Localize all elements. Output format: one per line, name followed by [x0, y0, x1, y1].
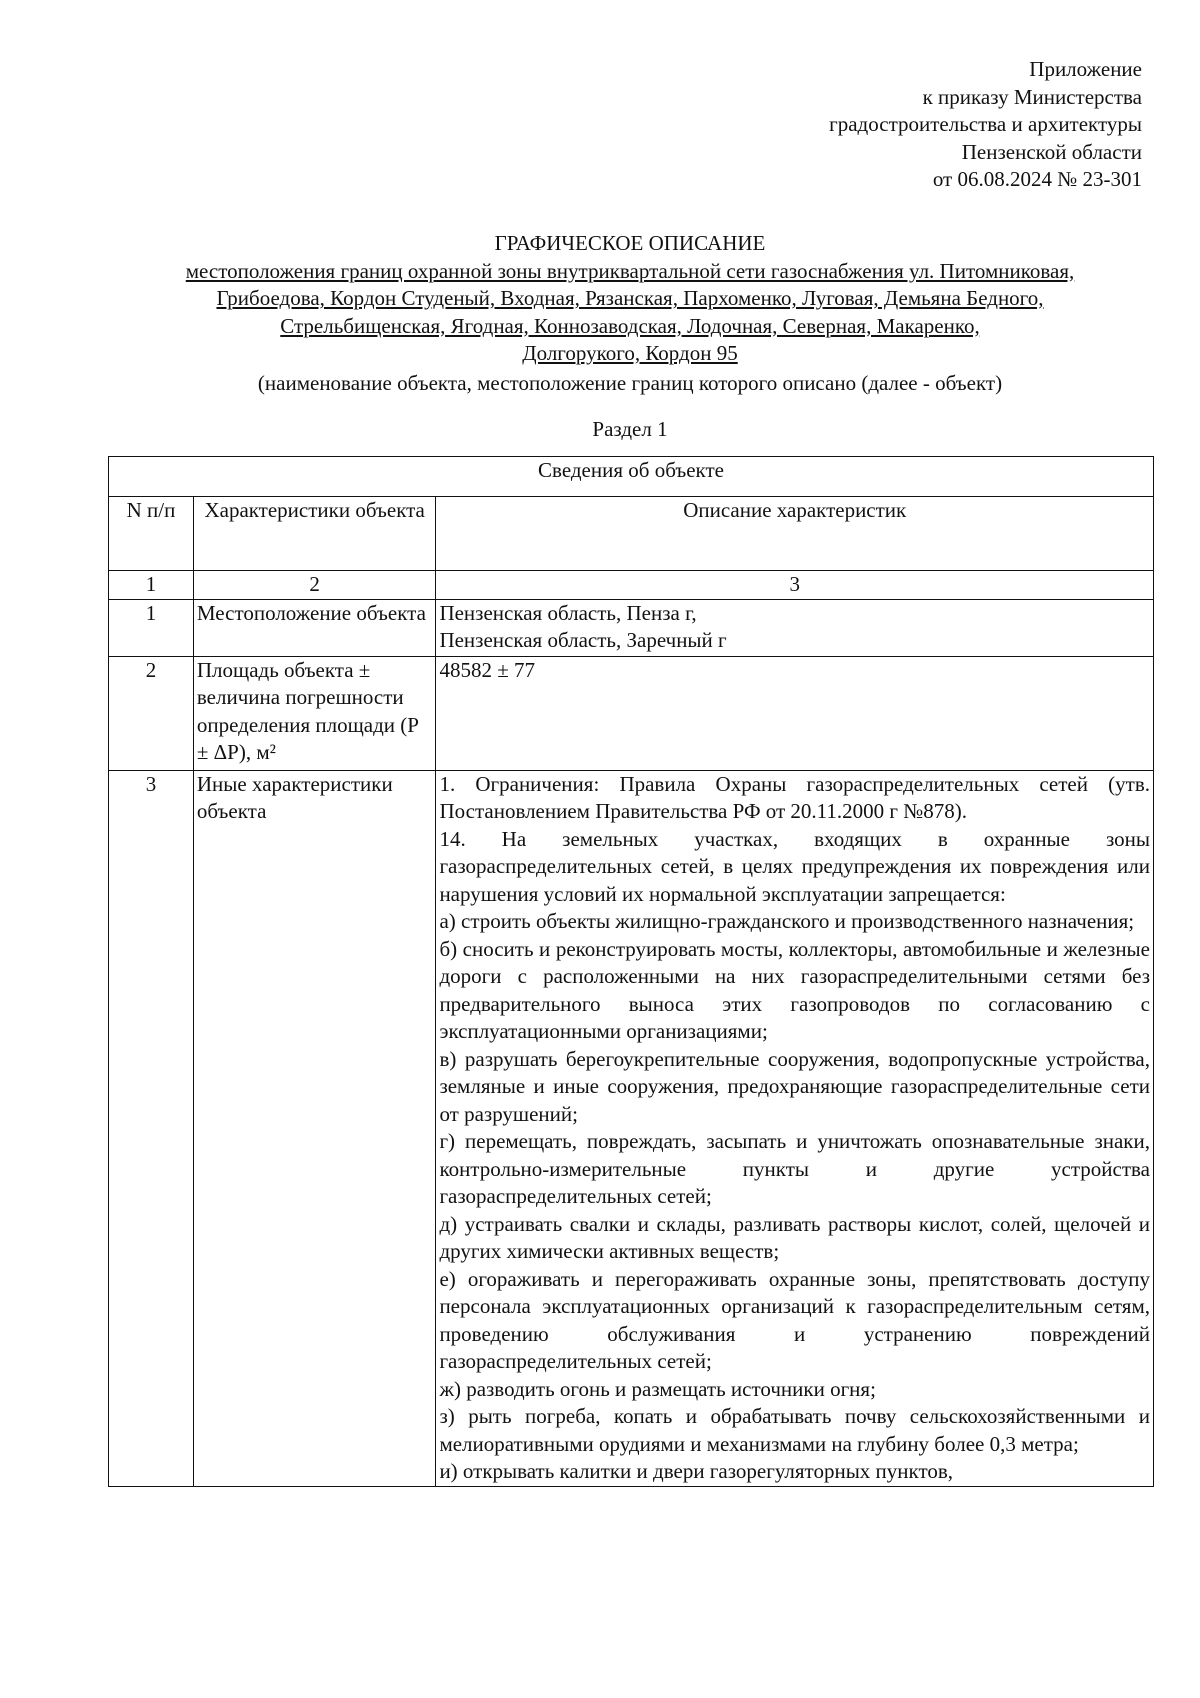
description-paragraph: г) перемещать, повреждать, засыпать и уничтожать опознавательные знаки, контрольно-измерительные пункты и другие устройства газораспределительных сетей; [439, 1129, 1150, 1208]
header-cell: Характеристики объекта [193, 497, 436, 571]
appendix-line: Пензенской области [961, 139, 1142, 164]
object-name-line: местоположения границ охранной зоны внутриквартальной сети газоснабжения ул. Питомниковая, [185, 258, 1075, 283]
characteristic-description [436, 656, 1154, 770]
appendix-block [829, 56, 1142, 194]
column-number: 2 [193, 571, 436, 600]
appendix-line: градостроительства и архитектуры [829, 112, 1142, 136]
column-number: 1 [109, 571, 194, 600]
description-paragraph: д) устраивать свалки и склады, разливать растворы кислот, солей, щелочей и других химически активных веществ; [439, 1211, 1150, 1263]
description-paragraph: 1. Ограничения: Правила Охраны газораспределительных сетей (утв. Постановлением Правительства РФ от 20.11.2000 г №878). [439, 771, 1150, 823]
characteristic-name: Местоположение объекта [193, 599, 436, 656]
appendix-line: к приказу Министерства [922, 84, 1142, 109]
object-name-line: Грибоедова, Кордон Студеный, Входная, Рязанская, Пархоменко, Луговая, Демьяна Бедного, [216, 286, 1044, 310]
description-paragraph: и) открывать калитки и двери газорегуляторных пунктов, [439, 1459, 954, 1483]
header-cell: Описание характеристик [436, 497, 1154, 571]
table-title-row [109, 457, 1154, 497]
characteristic-name: Площадь объекта ± величина погрешности определения площади (P ± ΔP), м² [193, 656, 436, 770]
document-title: ГРАФИЧЕСКОЕ ОПИСАНИЕ [494, 231, 766, 255]
object-name-line: Долгорукого, Кордон 95 [522, 341, 738, 365]
row-number: 1 [109, 599, 194, 656]
description-line: Пензенская область, Заречный г [439, 628, 727, 652]
appendix-line: Приложение [1029, 57, 1142, 81]
characteristic-description [436, 599, 1154, 656]
row-number: 2 [109, 656, 194, 770]
table-header-row [109, 497, 1154, 571]
table-row [109, 599, 1154, 656]
description-paragraph: з) рыть погреба, копать и обрабатывать почву сельскохозяйственными и мелиоративными орудиями и механизмами на глубину более 0,3 метра; [439, 1404, 1150, 1456]
section-heading: Раздел 1 [592, 417, 668, 441]
table-row [109, 656, 1154, 770]
appendix-line: от 06.08.2024 № 23-301 [932, 167, 1142, 191]
row-number: 3 [109, 770, 194, 1486]
column-number-row [109, 571, 1154, 600]
title-block [100, 230, 1160, 397]
description-paragraph: в) разрушать берегоукрепительные сооружения, водопропускные устройства, земляные и иные сооружения, предохраняющие газораспределительные сети от разрушений; [439, 1046, 1150, 1126]
description-paragraph: б) сносить и реконструировать мосты, коллекторы, автомобильные и железные дороги с расположенными на них газораспределительными сетями без предварительного выноса этих газопроводов по согласованию с эксплуатационными организациями; [439, 936, 1150, 1043]
characteristic-description [436, 770, 1154, 1486]
description-line: Пензенская область, Пенза г, [439, 600, 697, 625]
description-paragraph: е) огораживать и перегораживать охранные зоны, препятствовать доступу персонала эксплуатационных организаций к газораспределительным сетям, проведению обслуживания и устранению повреждений газораспределительных сетей; [439, 1266, 1150, 1373]
description-paragraph: ж) разводить огонь и размещать источники огня; [439, 1376, 876, 1401]
table-title: Сведения об объекте [109, 457, 1154, 497]
description-paragraph: 14. На земельных участках, входящих в охранные зоны газораспределительных сетей, в целях предупреждения их повреждения или нарушения условий их нормальной эксплуатации запрещается: [439, 826, 1150, 906]
header-cell: N п/п [109, 497, 194, 571]
table-row [109, 770, 1154, 1486]
description-line: 48582 ± 77 [439, 657, 535, 682]
description-paragraph: а) строить объекты жилищно-гражданского и производственного назначения; [439, 909, 1135, 933]
object-info-table [108, 456, 1154, 1487]
object-caption: (наименование объекта, местоположение границ которого описано (далее - объект) [257, 370, 1003, 395]
object-name-line: Стрельбищенская, Ягодная, Коннозаводская, Лодочная, Северная, Макаренко, [280, 313, 980, 338]
column-number: 3 [436, 571, 1154, 600]
characteristic-name: Иные характеристики объекта [193, 770, 436, 1486]
